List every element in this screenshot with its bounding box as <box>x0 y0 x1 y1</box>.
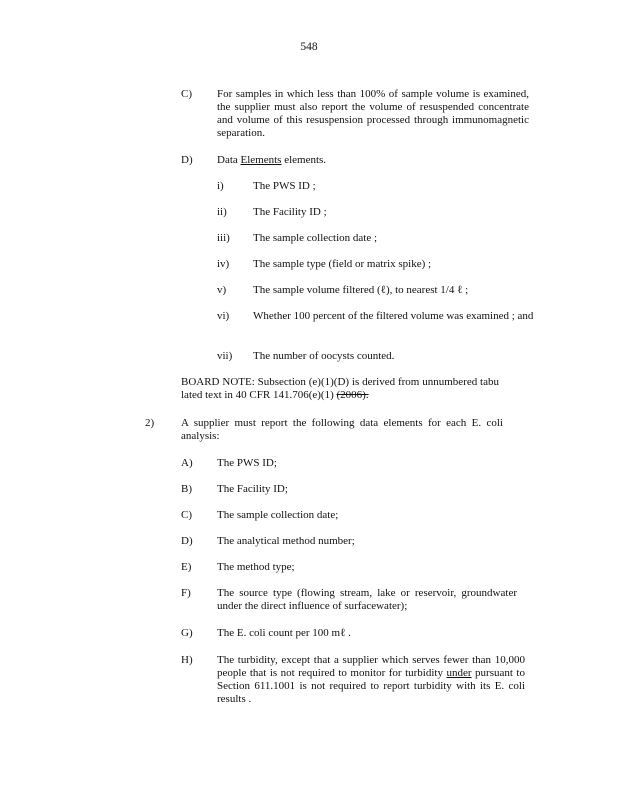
board-note-text: BOARD NOTE: Subsection (e)(1)(D) is derived from unnumbered tabu lated text in 40 CFR 141.706(e)(1) <box>181 376 499 401</box>
board-note <box>181 376 499 402</box>
sub-iv-label: iv) <box>217 258 230 270</box>
item-d-pre: Data <box>217 154 241 166</box>
item-d-heading <box>217 154 326 167</box>
sub-iii-label: iii) <box>217 232 230 244</box>
sub-vi-text: Whether 100 percent of the filtered volume was examined ; and <box>253 310 534 322</box>
item-d-label: D) <box>181 154 193 166</box>
item-2c-text: The sample collection date; <box>217 509 339 521</box>
item-2d-text: The analytical method number; <box>217 535 355 547</box>
item-2h-inserted-word: under <box>446 667 472 679</box>
item-2h-pre: The turbidity, except that a supplier which serves fewer than 10,000 people that is not required to monitor for turbidity <box>217 654 525 679</box>
item-d-post: elements. <box>281 154 327 166</box>
sub-ii-label: ii) <box>217 206 227 218</box>
item-2d-label: D) <box>181 535 193 547</box>
item-2-text: A supplier must report the following data elements for each E. coli analysis: <box>181 417 503 442</box>
item-2h-text <box>217 654 525 706</box>
board-note-struck-year: (2006). <box>336 389 369 401</box>
item-2h-label: H) <box>181 654 193 666</box>
item-2a-text: The PWS ID; <box>217 457 277 469</box>
item-2-label: 2) <box>145 417 155 429</box>
page-number: 548 <box>300 41 318 53</box>
item-2c-label: C) <box>181 509 192 521</box>
item-2b-label: B) <box>181 483 192 495</box>
sub-iv-text: The sample type (field or matrix spike) ; <box>253 258 432 270</box>
sub-v-text: The sample volume filtered (ℓ), to nearest 1/4 ℓ ; <box>253 284 469 296</box>
sub-vi-label: vi) <box>217 310 230 322</box>
sub-i-text: The PWS ID ; <box>253 180 316 192</box>
sub-v-label: v) <box>217 284 227 296</box>
sub-vii-text: The number of oocysts counted. <box>253 350 395 362</box>
item-c-text: For samples in which less than 100% of sample volume is examined, the supplier must also report the volume of resuspended concentrate and volume of this resuspension processed through immunomagnetic separation. <box>217 88 529 139</box>
sub-i-label: i) <box>217 180 224 192</box>
sub-vii-label: vii) <box>217 350 233 362</box>
item-2h-post: pursuant to Section 611.1001 is not required to report turbidity with its E. coli results . <box>217 667 525 705</box>
item-d-inserted-word: Elements <box>240 154 282 166</box>
sub-iii-text: The sample collection date ; <box>253 232 378 244</box>
item-2g-text: The E. coli count per 100 mℓ . <box>217 627 351 639</box>
item-2e-text: The method type; <box>217 561 295 573</box>
item-c-label: C) <box>181 88 192 100</box>
item-2f-label: F) <box>181 587 191 599</box>
item-2e-label: E) <box>181 561 192 573</box>
item-2f-text: The source type (flowing stream, lake or reservoir, groundwater under the direct influence of surfacewater); <box>217 587 517 612</box>
item-2b-text: The Facility ID; <box>217 483 288 495</box>
sub-ii-text: The Facility ID ; <box>253 206 327 218</box>
item-2g-label: G) <box>181 627 193 639</box>
item-2a-label: A) <box>181 457 193 469</box>
